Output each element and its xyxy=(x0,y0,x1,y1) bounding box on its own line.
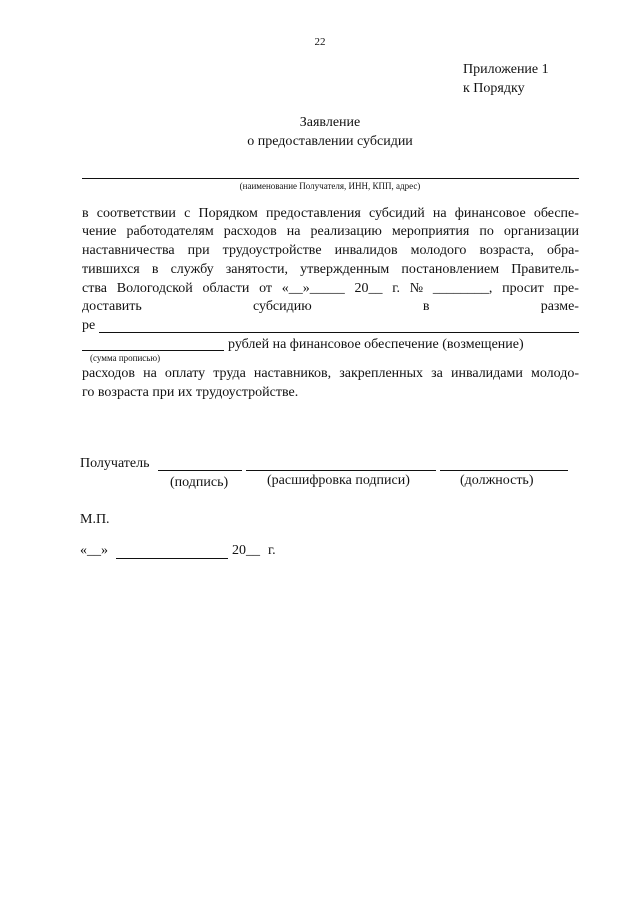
body-word: Правитель- xyxy=(511,262,579,277)
body-word: ства xyxy=(82,281,107,296)
body-word: № xyxy=(409,281,424,296)
signature-line[interactable] xyxy=(158,470,242,471)
body-word: расходов xyxy=(223,224,277,239)
caption-signature: (подпись) xyxy=(170,475,229,490)
body-word: субсидий xyxy=(368,206,425,221)
body-word: работодателям xyxy=(126,224,214,239)
body-word: при xyxy=(187,243,210,258)
body-word: Вологодской xyxy=(116,281,193,296)
date-year: 20__ xyxy=(232,543,260,558)
body-word: наставничества xyxy=(82,243,175,258)
body-word: оплату xyxy=(164,366,206,381)
date-day-quote: «__» xyxy=(80,543,108,558)
date-month-line[interactable] xyxy=(116,558,228,559)
body-line-9 xyxy=(82,366,579,382)
body-word: мероприятия xyxy=(391,224,470,239)
body-word: труда xyxy=(213,366,246,381)
body-word: утвержденным xyxy=(300,262,390,277)
page-number: 22 xyxy=(314,36,326,48)
appendix-line-1: Приложение 1 xyxy=(463,62,549,77)
body-word: чение xyxy=(82,224,117,239)
body-word: просит xyxy=(502,281,544,296)
body-word: обеспе- xyxy=(533,206,579,221)
body-word: организации xyxy=(503,224,579,239)
body-word: на xyxy=(432,206,447,221)
body-word: пре- xyxy=(553,281,579,296)
body-word: инвалидами xyxy=(450,366,523,381)
body-line-10: го возраста при их трудоустройстве. xyxy=(82,385,299,400)
body-word: доставить xyxy=(82,299,142,314)
body-word: инвалидов xyxy=(334,243,398,258)
body-word: в xyxy=(422,299,430,314)
body-line-7-prefix: ре xyxy=(82,318,96,333)
body-word: по xyxy=(479,224,494,239)
body-word: за xyxy=(431,366,443,381)
body-word: обра- xyxy=(546,243,579,258)
body-word: молодого xyxy=(410,243,467,258)
body-word: тившихся xyxy=(82,262,140,277)
body-line-3 xyxy=(82,243,579,259)
body-word: наставников, xyxy=(253,366,332,381)
amount-purpose-text: рублей на финансовое обеспечение (возмещение) xyxy=(228,337,524,352)
body-line-4 xyxy=(82,262,579,278)
caption-decoding: (расшифровка подписи) xyxy=(267,473,410,488)
amount-digits-line[interactable] xyxy=(99,332,579,333)
body-word: с xyxy=(184,206,191,221)
position-line[interactable] xyxy=(440,470,568,471)
body-word: в xyxy=(151,262,159,277)
body-word: службу xyxy=(170,262,214,277)
caption-position: (должность) xyxy=(460,473,534,488)
body-word: занятости, xyxy=(225,262,289,277)
amount-words-line[interactable] xyxy=(82,350,224,351)
body-line-2 xyxy=(82,224,579,240)
body-line-5 xyxy=(82,281,579,297)
body-word: субсидию xyxy=(252,299,312,314)
recipient-label: Получатель xyxy=(80,456,150,471)
body-word: в xyxy=(82,206,89,221)
body-word: предоставления xyxy=(266,206,361,221)
date-year-suffix: г. xyxy=(268,543,276,558)
appendix-header xyxy=(463,60,549,98)
body-word: реализацию xyxy=(310,224,382,239)
body-word: возраста, xyxy=(479,243,534,258)
body-word: «__»_____ xyxy=(281,281,345,296)
body-word: области xyxy=(202,281,250,296)
document-title xyxy=(0,113,640,151)
appendix-line-2: к Порядку xyxy=(463,81,525,96)
seal-label: М.П. xyxy=(80,512,110,527)
body-word: трудоустройстве xyxy=(222,243,322,258)
body-word: от xyxy=(259,281,273,296)
body-word: ________, xyxy=(432,281,493,296)
body-word: молодо- xyxy=(530,366,579,381)
body-word: соответствии xyxy=(96,206,176,221)
body-word: Порядком xyxy=(198,206,258,221)
body-word: на xyxy=(143,366,157,381)
body-word: на xyxy=(286,224,301,239)
body-word: постановлением xyxy=(401,262,500,277)
body-word: разме- xyxy=(540,299,579,314)
recipient-caption: (наименование Получателя, ИНН, КПП, адрес) xyxy=(239,181,421,191)
body-word: закрепленных xyxy=(339,366,424,381)
signature-decoding-line[interactable] xyxy=(246,470,436,471)
body-word: финансовое xyxy=(454,206,526,221)
body-line-1 xyxy=(82,206,579,222)
recipient-name-line[interactable] xyxy=(82,178,579,179)
body-word: 20__ xyxy=(354,281,383,296)
body-word: расходов xyxy=(82,366,136,381)
body-word: г. xyxy=(392,281,400,296)
title-line-2: о предоставлении субсидии xyxy=(247,134,413,149)
body-line-6 xyxy=(82,299,579,315)
amount-caption: (сумма прописью) xyxy=(90,353,161,363)
title-line-1: Заявление xyxy=(299,115,361,130)
